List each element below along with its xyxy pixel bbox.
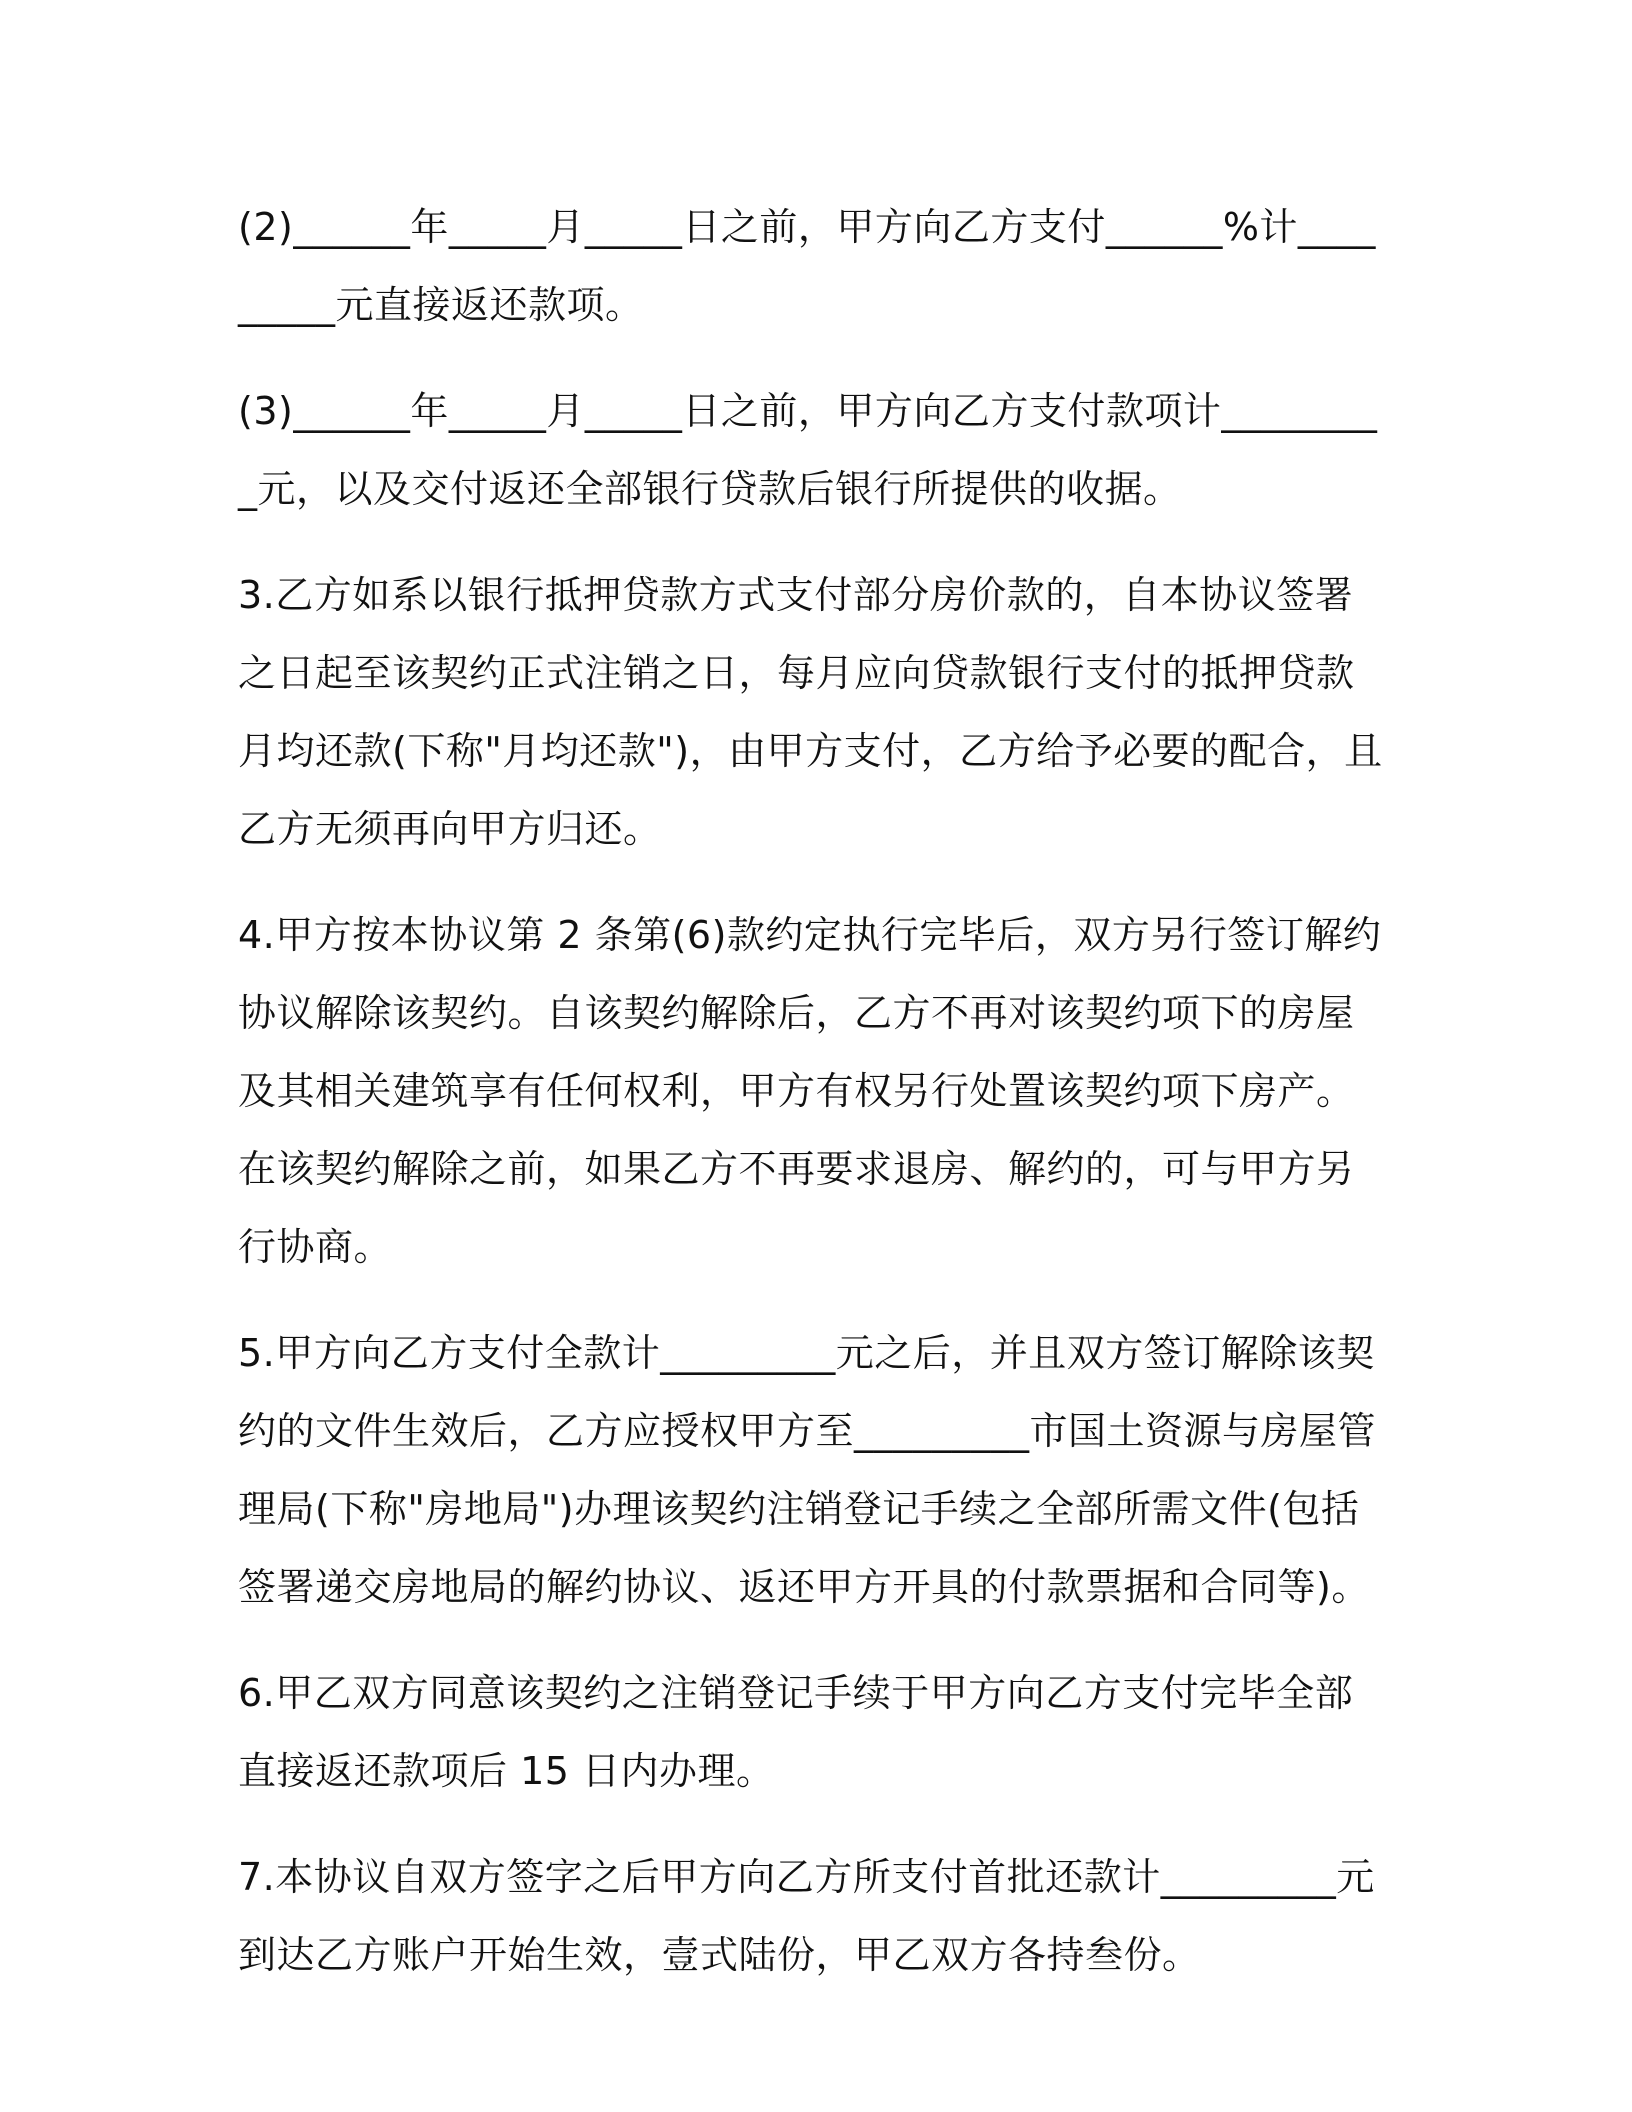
clause-3: 3.乙方如系以银行抵押贷款方式支付部分房价款的，自本协议签署之日起至该契约正式注销之日，每月应向贷款银行支付的抵押贷款月均还款(下称"月均还款")，由甲方支付，乙方给予必要的配合，且乙方无须再向甲方归还。 bbox=[238, 573, 1383, 851]
clause-6: 6.甲乙双方同意该契约之注销登记手续于甲方向乙方支付完毕全部直接返还款项后 15 日内办理。 bbox=[238, 1671, 1354, 1793]
clause-4: 4.甲方按本协议第 2 条第(6)款约定执行完毕后，双方另行签订解约协议解除该契约。自该契约解除后，乙方不再对该契约项下的房屋及其相关建筑享有任何权利，甲方有权另行处置该契约项下房产。在该契约解除之前，如果乙方不再要求退房、解约的，可与甲方另行协商。 bbox=[238, 913, 1382, 1269]
document-body bbox=[238, 188, 1388, 2022]
clause-2-3: (3)______年_____月_____日之前，甲方向乙方支付款项计_________元，以及交付返还全部银行贷款后银行所提供的收据。 bbox=[238, 389, 1378, 511]
clause-2-2: (2)______年_____月_____日之前，甲方向乙方支付______%计_________元直接返还款项。 bbox=[238, 205, 1376, 327]
clause-7: 7.本协议自双方签字之后甲方向乙方所支付首批还款计_________元到达乙方账户开始生效，壹式陆份，甲乙双方各持叁份。 bbox=[238, 1855, 1375, 1977]
clause-5: 5.甲方向乙方支付全款计_________元之后，并且双方签订解除该契约的文件生效后，乙方应授权甲方至_________市国土资源与房屋管理局(下称"房地局")办理该契约注销登记手续之全部所需文件(包括签署递交房地局的解约协议、返还甲方开具的付款票据和合同等)。 bbox=[238, 1331, 1377, 1609]
